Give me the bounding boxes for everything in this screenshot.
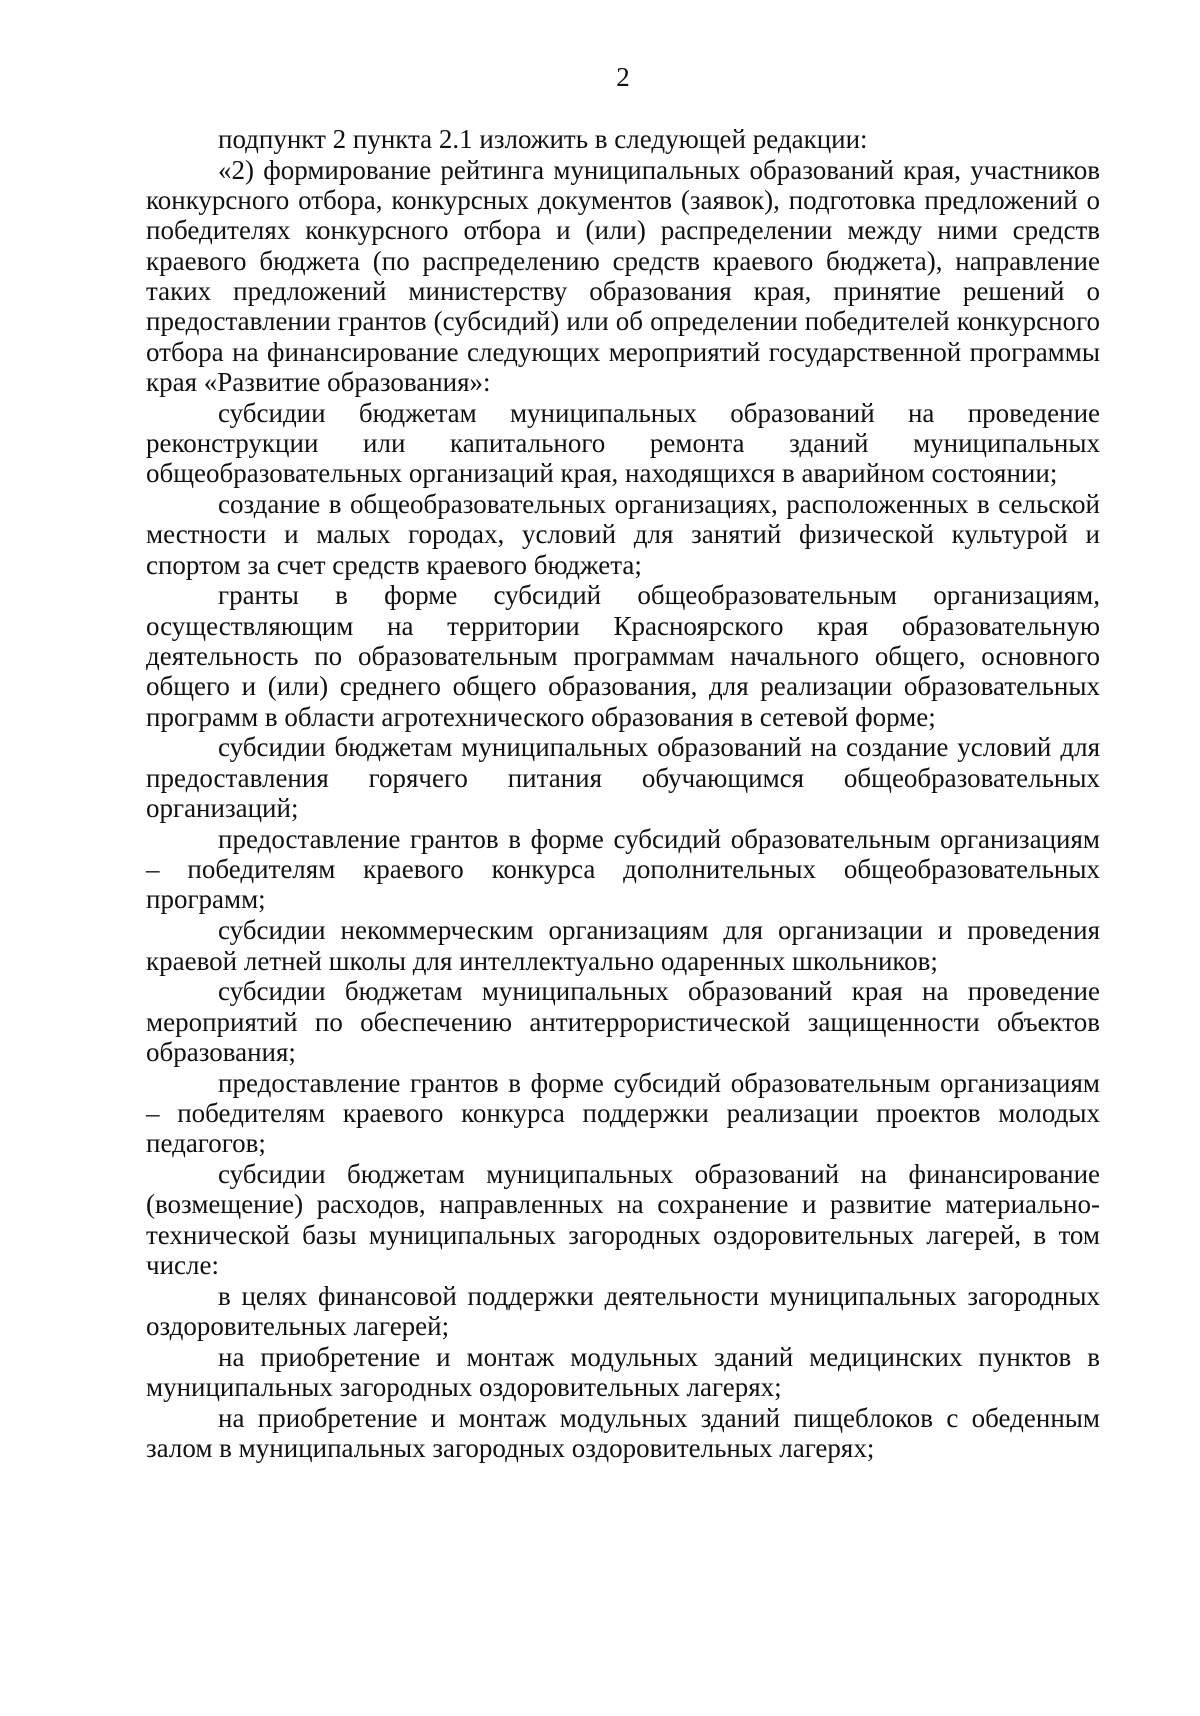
paragraph-camps-financial-support: в целях финансовой поддержки деятельности муниципальных загородных оздоровительных лагерей; — [146, 1280, 1100, 1342]
paragraph-hot-meals: субсидии бюджетам муниципальных образований на создание условий для предоставления горячего питания обучающимся общеобразовательных организаций; — [146, 732, 1100, 824]
paragraph-reconstruction-subsidies: субсидии бюджетам муниципальных образований на проведение реконструкции или капитального ремонта зданий муниципальных общеобразовательных организаций края, находящихся в аварийном состоянии; — [146, 397, 1100, 489]
paragraph-summer-camps: субсидии бюджетам муниципальных образований на финансирование (возмещение) расходов, направленных на сохранение и развитие материально-технической базы муниципальных загородных оздоровительных лагерей, в том числе: — [146, 1159, 1100, 1280]
paragraph-camps-medical-units: на приобретение и монтаж модульных зданий медицинских пунктов в муниципальных загородных оздоровительных лагерях; — [146, 1341, 1100, 1403]
paragraph-summer-school: субсидии некоммерческим организациям для организации и проведения краевой летней школы для интеллектуально одаренных школьников; — [146, 915, 1100, 976]
document-body — [146, 124, 1100, 1464]
paragraph-agrotech-grants: гранты в форме субсидий общеобразовательным организациям, осуществляющим на территории Красноярского края образовательную деятельность по образовательным программам начального общего, основного общего и (или) среднего общего образования, для реализации образовательных программ в области агротехнического образования в сетевой форме; — [146, 580, 1100, 732]
paragraph-camps-canteens: на приобретение и монтаж модульных зданий пищеблоков с обеденным залом в муниципальных загородных оздоровительных лагерях; — [146, 1402, 1100, 1464]
page-number: 2 — [616, 62, 630, 92]
paragraph-additional-programs-grants: предоставление грантов в форме субсидий образовательным организациям – победителям краевого конкурса дополнительных общеобразовательных программ; — [146, 823, 1100, 915]
paragraph-antiterrorism: субсидии бюджетам муниципальных образований края на проведение мероприятий по обеспечению антитеррористической защищенности объектов образования; — [146, 976, 1100, 1067]
paragraph-young-teachers-grants: предоставление грантов в форме субсидий образовательным организациям – победителям краевого конкурса поддержки реализации проектов молодых педагогов; — [146, 1067, 1100, 1159]
paragraph-sports-conditions: создание в общеобразовательных организациях, расположенных в сельской местности и малых городах, условий для занятий физической культурой и спортом за счет средств краевого бюджета; — [146, 489, 1100, 580]
paragraph-subitem-2: «2) формирование рейтинга муниципальных образований края, участников конкурсного отбора, конкурсных документов (заявок), подготовка предложений о победителях конкурсного отбора и (или) распределении между ними средств краевого бюджета (по распределению средств краевого бюджета), направление таких предложений министерству образования края, принятие решений о предоставлении грантов (субсидий) или об определении победителей конкурсного отбора на финансирование следующих мероприятий государственной программы края «Развитие образования»: — [146, 154, 1100, 397]
paragraph-amendment-intro: подпункт 2 пункта 2.1 изложить в следующей редакции: — [218, 124, 868, 154]
